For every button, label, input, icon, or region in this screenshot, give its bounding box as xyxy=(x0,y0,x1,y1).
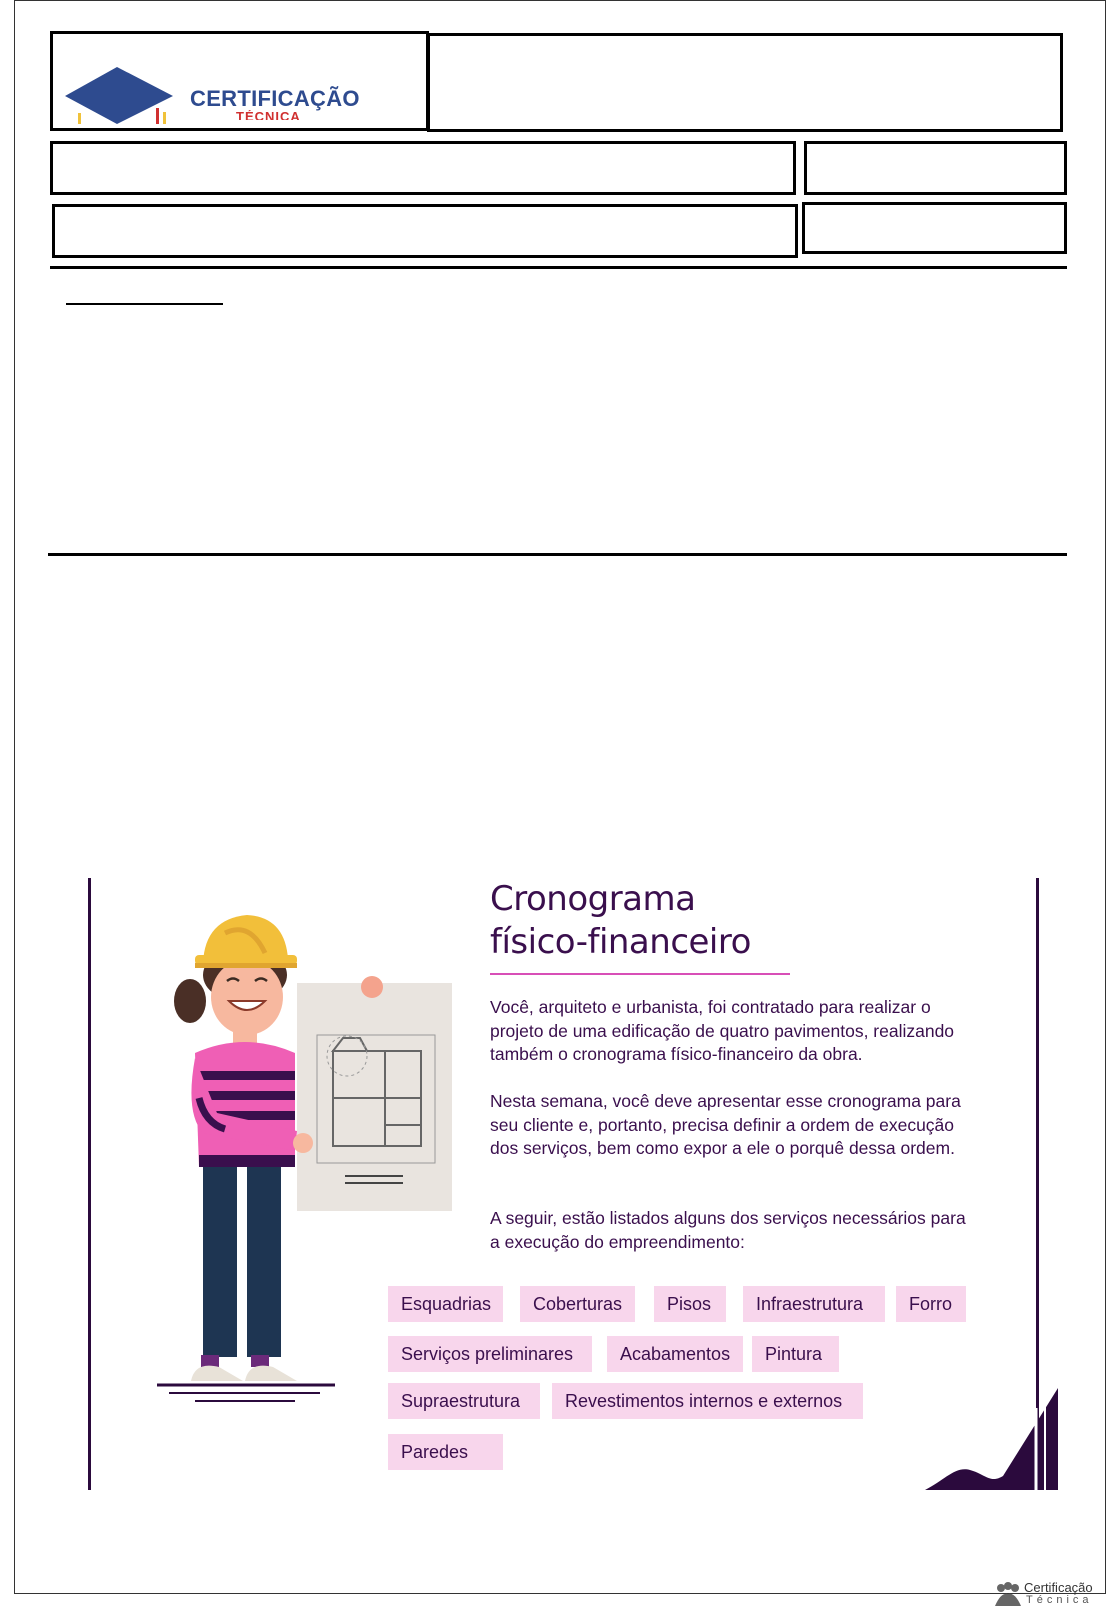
service-tag: Forro xyxy=(896,1286,966,1322)
card-title xyxy=(490,878,751,964)
graduation-cap-logo-icon xyxy=(62,64,182,126)
service-tag: Infraestrutura xyxy=(743,1286,885,1322)
task-paragraph: Nesta semana, você deve apresentar esse cronograma para seu cliente e, portanto, precisa definir a ordem de execução dos serviços, bem como expor a ele o porquê dessa ordem. xyxy=(490,1091,961,1158)
services-intro-paragraph: A seguir, estão listados alguns dos serviços necessários para a execução do empreendimento: xyxy=(490,1208,966,1252)
card-left-border xyxy=(88,878,91,1490)
intro-paragraph: Você, arquiteto e urbanista, foi contratado para realizar o projeto de uma edificação de quatro pavimentos, realizando também o cronograma físico-financeiro da obra. xyxy=(490,997,955,1064)
section-divider xyxy=(48,553,1067,556)
student-name-field[interactable] xyxy=(50,141,796,195)
date-field[interactable] xyxy=(802,202,1067,254)
card-title-line1: Cronograma xyxy=(490,879,696,919)
logo-subtext: TÉCNICA xyxy=(236,110,301,120)
service-tag: Serviços preliminares xyxy=(388,1336,592,1372)
short-underline xyxy=(66,303,223,305)
corner-decoration-icon xyxy=(925,1388,1060,1490)
service-tag: Pintura xyxy=(752,1336,839,1372)
footer-logo xyxy=(994,1580,1104,1610)
title-underline xyxy=(490,973,790,975)
course-field[interactable] xyxy=(52,204,798,258)
footer-brand-line1: Certificação xyxy=(1024,1580,1093,1595)
footer-brand-line2: Técnica xyxy=(1026,1594,1093,1606)
student-id-field[interactable] xyxy=(804,141,1067,195)
logo-text: CERTIFICAÇÃO xyxy=(190,86,360,111)
header-title-box[interactable] xyxy=(427,33,1063,132)
people-group-icon xyxy=(994,1582,1022,1608)
service-tag: Pisos xyxy=(654,1286,726,1322)
service-tag: Revestimentos internos e externos xyxy=(552,1383,863,1419)
service-tag: Supraestrutura xyxy=(388,1383,540,1419)
header-divider xyxy=(50,266,1067,269)
service-tag: Esquadrias xyxy=(388,1286,503,1322)
service-tag: Coberturas xyxy=(520,1286,635,1322)
card-title-line2: físico-financeiro xyxy=(490,922,751,962)
service-tag: Acabamentos xyxy=(607,1336,743,1372)
service-tag: Paredes xyxy=(388,1434,503,1470)
